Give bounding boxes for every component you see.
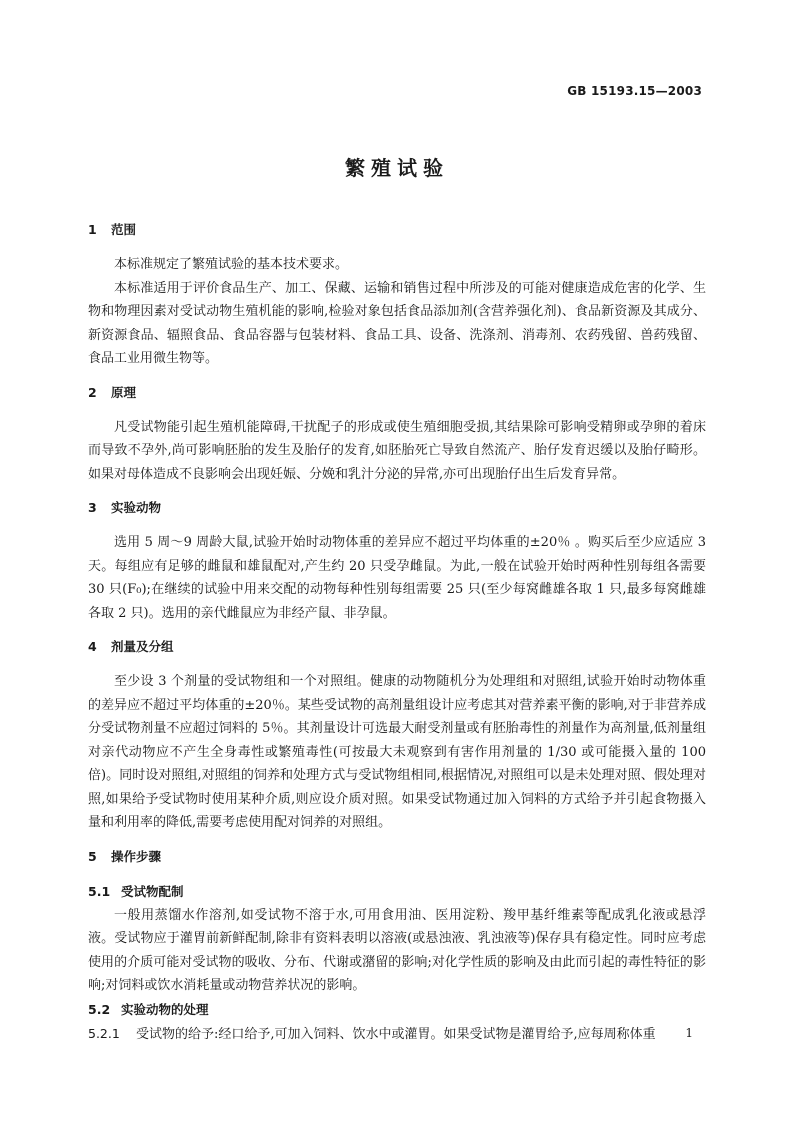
section-number: 3 <box>88 500 97 515</box>
subsection-title: 受试物配制 <box>121 883 184 899</box>
paragraph: 选用 5 周～9 周龄大鼠,试验开始时动物体重的差异应不超过平均体重的±20％ 。购买后至少应适应 3 天。每组应有足够的雌鼠和雄鼠配对,产生约 20 只受孕雌鼠。为此,一般在试验开始时两种性别每组各需要 30 只(F₀);在继续的试验中用来交配的动物每种性别每组需要 25 只(至少每窝雌雄各取 1 只,最多每窝雌雄各取 2 只)。选用的亲代雌鼠应为非经产鼠、非孕鼠。 <box>88 535 706 621</box>
subsection-title: 实验动物的处理 <box>121 1001 209 1017</box>
subsection-number: 5.1 <box>88 883 111 899</box>
section-heading-dosage <box>88 633 706 661</box>
page-number: 1 <box>685 1026 693 1040</box>
clause-5-2-1 <box>88 1022 706 1047</box>
section-number: 4 <box>88 639 97 654</box>
paragraph: 凡受试物能引起生殖机能障碍,干扰配子的形成或使生殖细胞受损,其结果除可影响受精卵或孕卵的着床而导致不孕外,尚可影响胚胎的发生及胎仔的发育,如胚胎死亡导致自然流产、胎仔发育迟缓以及胎仔畸形。如果对母体造成不良影响会出现妊娠、分娩和乳汁分泌的异常,亦可出现胎仔出生后发育异常。 <box>88 419 706 482</box>
section-number: 5 <box>88 848 97 864</box>
section-title: 实验动物 <box>111 500 162 515</box>
subsection-heading-handling <box>88 998 706 1022</box>
section-title: 操作步骤 <box>111 848 162 864</box>
standard-code: GB 15193.15—2003 <box>567 84 702 98</box>
section-heading-animals <box>88 494 706 522</box>
document-body <box>88 216 706 1046</box>
section-heading-principle <box>88 379 706 407</box>
section-number: 1 <box>88 222 97 237</box>
subsection-heading-preparation <box>88 880 706 904</box>
paragraph: 至少设 3 个剂量的受试物组和一个对照组。健康的动物随机分为处理组和对照组,试验开始时动物体重的差异应不超过平均体重的±20％。某些受试物的高剂量组设计应考虑其对营养素平衡的影响,对于非营养成分受试物剂量不应超过饲料的 5％。其剂量设计可选最大耐受剂量或有胚胎毒性的剂量作为高剂量,低剂量组对亲代动物应不产生全身毒性或繁殖毒性(可按最大未观察到有害作用剂量的 1/30 或可能摄入量的 100 倍)。同时设对照组,对照组的饲养和处理方式与受试物组相同,根据情况,对照组可以是未处理对照、假处理对照,如果给予受试物时使用某种介质,则应设介质对照。如果受试物通过加入饲料的方式给予并引起食物摄入量和利用率的降低,需要考虑使用配对饲养的对照组。 <box>88 674 706 830</box>
clause-number: 5.2.1 <box>88 1025 120 1041</box>
section-title: 剂量及分组 <box>111 639 174 654</box>
section-number: 2 <box>88 384 97 400</box>
section-title: 原理 <box>111 384 137 400</box>
document-title: 繁殖试验 <box>345 156 449 180</box>
paragraph: 本标准规定了繁殖试验的基本技术要求。 <box>114 257 349 272</box>
section-heading-scope <box>88 216 706 244</box>
paragraph: 本标准适用于评价食品生产、加工、保藏、运输和销售过程中所涉及的可能对健康造成危害的化学、生物和物理因素对受试动物生殖机能的影响,检验对象包括食品添加剂(含营养强化剂)、食品新资源及其成分、新资源食品、辐照食品、食品容器与包装材料、食品工具、设备、洗涤剂、消毒剂、农药残留、兽药残留、食品工业用微生物等。 <box>88 280 706 366</box>
subsection-number: 5.2 <box>88 1001 111 1017</box>
section-heading-procedure <box>88 843 706 871</box>
paragraph: 一般用蒸馏水作溶剂,如受试物不溶于水,可用食用油、医用淀粉、羧甲基纤维素等配成乳化液或悬浮液。受试物应于灌胃前新鲜配制,除非有资料表明以溶液(或悬浊液、乳浊液等)保存具有稳定性。同时应考虑使用的介质可能对受试物的吸收、分布、代谢或潴留的影响;对化学性质的影响及由此而引起的毒性特征的影响;对饲料或饮水消耗量或动物营养状况的影响。 <box>88 907 706 993</box>
clause-text: 受试物的给予:经口给予,可加入饲料、饮水中或灌胃。如果受试物是灌胃给予,应每周称体重 <box>136 1026 656 1042</box>
section-title: 范围 <box>111 222 137 237</box>
